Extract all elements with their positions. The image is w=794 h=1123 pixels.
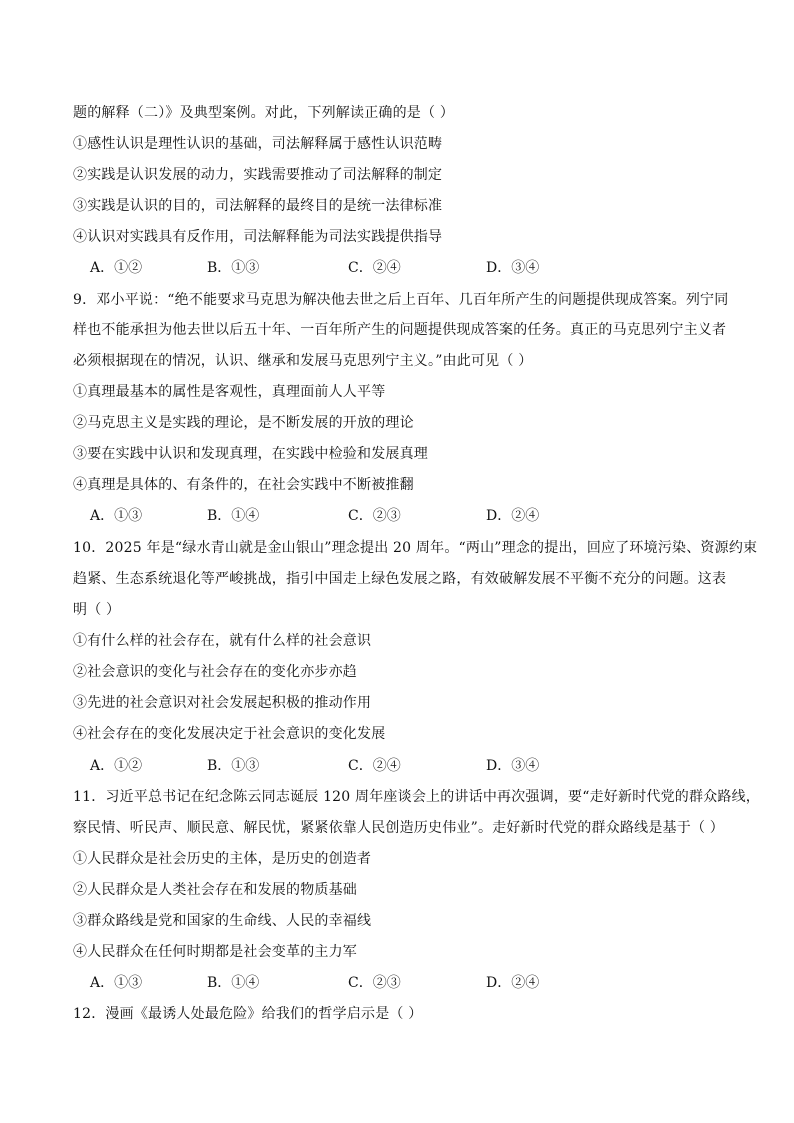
q11-statement-2: ②人民群众是人类社会存在和发展的物质基础 [73, 882, 357, 898]
q11-statement-1: ①人民群众是社会历史的主体，是历史的创造者 [73, 851, 372, 867]
q8-option-a: A．①② [90, 260, 143, 276]
q10-option-d: D．③④ [486, 758, 540, 774]
q10-stem-line-1: 10．2025 年是“绿水青山就是金山银山”理念提出 20 周年。“两山”理念的提出，回应了环境污染、资源约束 [73, 540, 758, 556]
q8-option-b: B．①③ [207, 260, 260, 276]
q10-option-a: A．①② [90, 758, 143, 774]
q10-stem-line-3: 明（ ） [73, 602, 121, 618]
q8-statement-4: ④认识对实践具有反作用，司法解释能为司法实践提供指导 [73, 229, 443, 245]
q10-statement-1: ①有什么样的社会存在，就有什么样的社会意识 [73, 633, 372, 649]
q10-option-b: B．①③ [207, 758, 260, 774]
q11-option-a: A．①③ [90, 975, 143, 991]
q9-option-a: A．①③ [90, 508, 143, 524]
q9-option-b: B．①④ [207, 508, 260, 524]
q9-statement-3: ③要在实践中认识和发现真理，在实践中检验和发展真理 [73, 446, 428, 462]
q11-option-b: B．①④ [207, 975, 260, 991]
q9-option-c: C．②③ [348, 508, 401, 524]
q10-stem-line-2: 趋紧、生态系统退化等严峻挑战，指引中国走上绿色发展之路，有效破解发展不平衡不充分的问题。这表 [73, 571, 727, 587]
q10-options [90, 756, 610, 776]
q11-options [90, 973, 610, 993]
q10-statement-3: ③先进的社会意识对社会发展起积极的推动作用 [73, 695, 372, 711]
q11-stem-line-1: 11．习近平总书记在纪念陈云同志诞辰 120 周年座谈会上的讲话中再次强调，要“走好新时代党的群众路线， [73, 789, 760, 805]
q8-statement-2: ②实践是认识发展的动力，实践需要推动了司法解释的制定 [73, 167, 443, 183]
q9-statement-1: ①真理最基本的属性是客观性，真理面前人人平等 [73, 384, 386, 400]
q8-statement-1: ①感性认识是理性认识的基础，司法解释属于感性认识范畴 [73, 136, 443, 152]
q12-stem: 12．漫画《最诱人处最危险》给我们的哲学启示是（ ） [73, 1006, 423, 1022]
q11-option-d: D．②④ [486, 975, 540, 991]
q9-option-d: D．②④ [486, 508, 540, 524]
q8-stem: 题的解释（二）》及典型案例。对此，下列解读正确的是（ ） [73, 105, 455, 121]
q11-statement-3: ③群众路线是党和国家的生命线、人民的幸福线 [73, 913, 372, 929]
q8-option-c: C．②④ [348, 260, 401, 276]
q8-options [90, 258, 610, 278]
q9-statement-4: ④真理是具体的、有条件的，在社会实践中不断被推翻 [73, 477, 414, 493]
q9-stem-line-2: 样也不能承担为他去世以后五十年、一百年所产生的问题提供现成答案的任务。真正的马克思列宁主义者 [73, 322, 727, 338]
q10-statement-4: ④社会存在的变化发展决定于社会意识的变化发展 [73, 726, 386, 742]
q11-statement-4: ④人民群众在任何时期都是社会变革的主力军 [73, 944, 357, 960]
q11-stem-line-2: 察民情、听民声、顺民意、解民忧，紧紧依靠人民创造历史伟业”。走好新时代党的群众路线是基于（ ） [73, 820, 725, 836]
q10-statement-2: ②社会意识的变化与社会存在的变化亦步亦趋 [73, 664, 357, 680]
q9-statement-2: ②马克思主义是实践的理论，是不断发展的开放的理论 [73, 415, 414, 431]
q9-stem-line-3: 必须根据现在的情况，认识、继承和发展马克思列宁主义。”由此可见（ ） [73, 353, 533, 369]
q9-stem-line-1: 9．邓小平说：“绝不能要求马克思为解决他去世之后上百年、几百年所产生的问题提供现成答案。列宁同 [73, 292, 729, 308]
q9-options [90, 506, 610, 526]
q8-option-d: D．③④ [486, 260, 540, 276]
q11-option-c: C．②③ [348, 975, 401, 991]
q10-option-c: C．②④ [348, 758, 401, 774]
q8-statement-3: ③实践是认识的目的，司法解释的最终目的是统一法律标准 [73, 198, 443, 214]
